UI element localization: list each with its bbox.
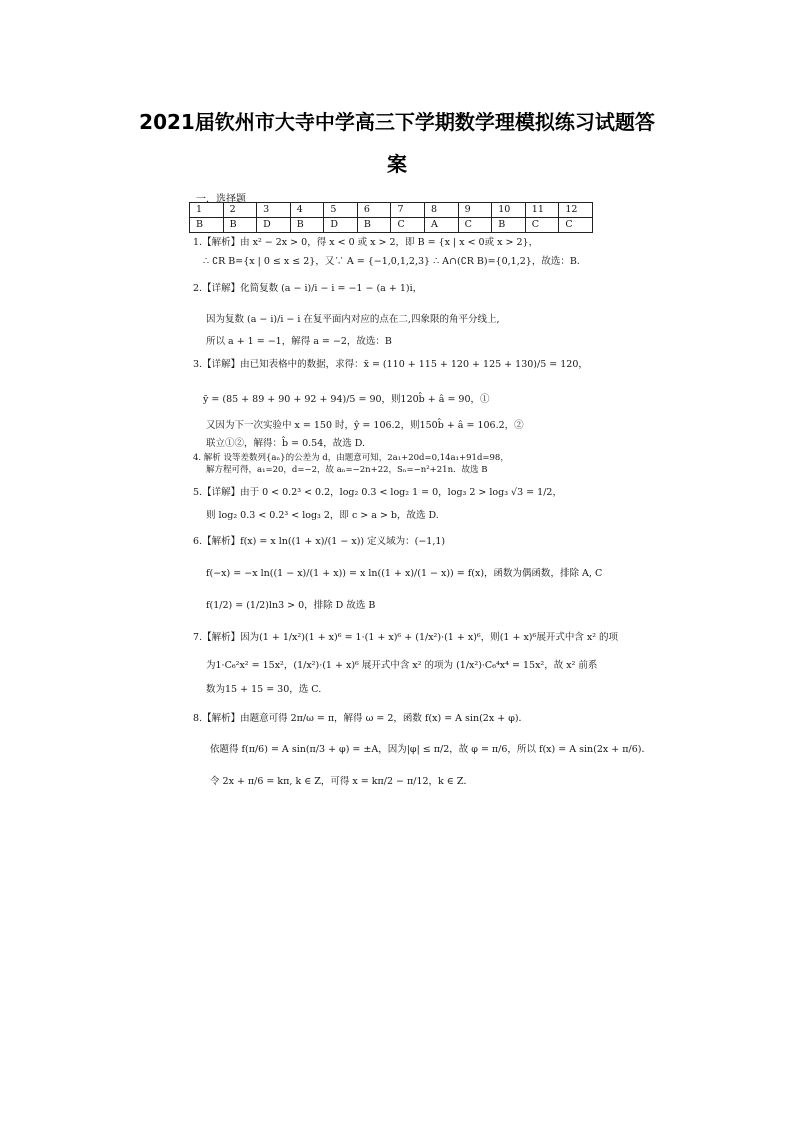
solution-line: 7.【解析】因为(1 + 1/x²)(1 + x)⁶ = 1·(1 + x)⁶ + (1/x²)·(1 + x)⁶，则(1 + x)⁶展开式中含 x² 的项 [193,632,619,643]
answer-cell: C [391,218,425,233]
solution-line: 依题得 f(π/6) = A sin(π/3 + φ) = ±A，因为|φ| ≤ π/2，故 φ = π/6，所以 f(x) = A sin(2x + π/6)． [210,744,651,755]
answer-cell: C [559,218,593,233]
answer-cell: B [357,218,391,233]
solution-line: 解方程可得，a₁=20，d=−2，故 aₙ=−2n+22，Sₙ=−n²+21n．故选 B [206,465,488,475]
question-number-cell: 6 [357,203,391,218]
solution-line: 联立①②，解得：b̂ = 0.54，故选 D. [206,438,366,449]
answer-table-number-row [190,203,593,218]
solution-line: 则 log₂ 0.3 < 0.2³ < log₃ 2，即 c > a > b，故选 D. [206,510,439,521]
solution-line: ȳ = (85 + 89 + 90 + 92 + 94)/5 = 90，则120b̂ + â = 90，① [203,394,490,405]
question-number-cell: 12 [559,203,593,218]
answer-cell: B [190,218,224,233]
solution-line: f(1/2) = (1/2)ln3 > 0，排除 D 故选 B [206,600,376,611]
page-title: 2021届钦州市大寺中学高三下学期数学理模拟练习试题答 [139,110,655,134]
solution-line: 所以 a + 1 = −1，解得 a = −2，故选：B [206,336,392,347]
solution-line: 因为复数 (a − i)/i − i 在复平面内对应的点在二,四象限的角平分线上, [206,314,500,325]
answer-cell: B [223,218,257,233]
solution-line: ∴ ∁R B={x | 0 ≤ x ≤ 2}，又∵ A = {−1,0,1,2,3} ∴ A∩(∁R B)={0,1,2}，故选：B. [203,256,580,267]
question-number-cell: 7 [391,203,425,218]
question-number-cell: 10 [492,203,526,218]
answer-cell: D [324,218,358,233]
solution-line: 4. 解析 设等差数列{aₙ}的公差为 d，由题意可知，2a₁+20d=0,14a₁+91d=98， [193,453,509,463]
solution-line: 令 2x + π/6 = kπ, k ∈ Z，可得 x = kπ/2 − π/12，k ∈ Z． [210,776,473,787]
answer-cell: A [425,218,459,233]
solution-line: 6.【解析】f(x) = x ln((1 + x)/(1 − x)) 定义域为：(−1,1) [193,536,446,547]
section-heading: 一．选择题 [196,194,246,205]
page-title-continued: 案 [387,152,407,176]
solution-line: 3.【详解】由已知表格中的数据，求得：x̄ = (110 + 115 + 120 + 125 + 130)/5 = 120， [193,359,588,370]
answer-cell: C [525,218,559,233]
question-number-cell: 1 [190,203,224,218]
answer-cell: D [257,218,291,233]
solution-line: 又因为下一次实验中 x = 150 时，ŷ = 106.2，则150b̂ + â = 106.2，② [206,420,524,431]
answer-cell: B [492,218,526,233]
solution-line: 5.【详解】由于 0 < 0.2³ < 0.2，log₂ 0.3 < log₂ 1 = 0，log₃ 2 > log₃ √3 = 1/2， [193,487,562,498]
question-number-cell: 9 [458,203,492,218]
solution-line: f(−x) = −x ln((1 − x)/(1 + x)) = x ln((1 + x)/(1 − x)) = f(x)，函数为偶函数，排除 A, C [206,568,603,579]
answer-table-answer-row [190,218,593,233]
solution-line: 数为15 + 15 = 30，选 C. [206,684,322,695]
question-number-cell: 4 [290,203,324,218]
answer-cell: C [458,218,492,233]
solution-line: 2.【详解】化简复数 (a − i)/i − i = −1 − (a + 1)i， [193,283,423,294]
question-number-cell: 5 [324,203,358,218]
question-number-cell: 3 [257,203,291,218]
solution-line: 8.【解析】由题意可得 2π/ω = π，解得 ω = 2，函数 f(x) = A sin(2x + φ)． [193,713,529,724]
answer-table [189,202,593,233]
question-number-cell: 11 [525,203,559,218]
solution-line: 1.【解析】由 x² − 2x > 0，得 x < 0 或 x > 2，即 B = {x | x < 0或 x > 2}， [193,237,539,248]
question-number-cell: 2 [223,203,257,218]
question-number-cell: 8 [425,203,459,218]
solution-line: 为1·C₆²x² = 15x²，(1/x²)·(1 + x)⁶ 展开式中含 x² 的项为 (1/x²)·C₆⁴x⁴ = 15x²，故 x² 前系 [206,660,598,671]
answer-cell: B [290,218,324,233]
